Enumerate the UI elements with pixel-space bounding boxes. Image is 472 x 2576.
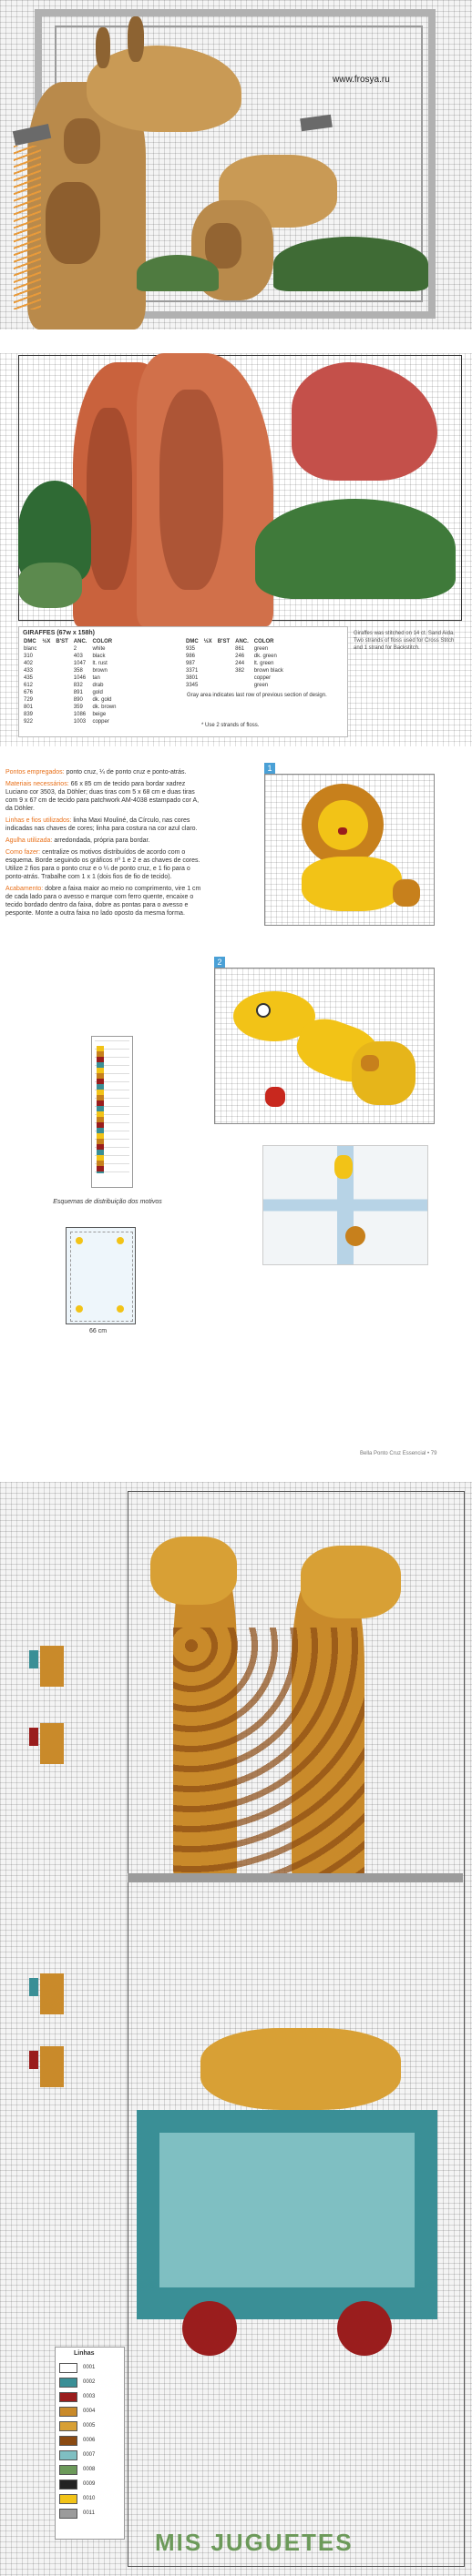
legend-code: 0007 bbox=[83, 2452, 96, 2458]
bush bbox=[255, 499, 456, 599]
legend-cell: dk. green bbox=[253, 654, 277, 659]
legend-cell bbox=[232, 674, 251, 682]
giraffe-spots bbox=[173, 1628, 364, 1873]
legend-cell bbox=[39, 689, 53, 696]
legend-cell bbox=[53, 674, 70, 682]
giraffe-spots bbox=[361, 1055, 379, 1071]
legend-row bbox=[59, 2375, 119, 2389]
chart-1-badge bbox=[264, 763, 275, 774]
legend-cell: 890 bbox=[73, 697, 83, 703]
stitch-note: Giraffes was stitched on 14 ct. Sand Aida. Two strands of floss used for Cross Stitch and 1 strand for Backstitch. bbox=[354, 631, 455, 651]
legend-cell: 2 bbox=[73, 646, 77, 652]
legend-cell: 403 bbox=[73, 654, 83, 659]
lion-face bbox=[318, 800, 368, 850]
legend-cell: brown black bbox=[253, 668, 283, 674]
legend-cell: 310 bbox=[24, 654, 34, 659]
bush bbox=[18, 563, 82, 608]
legend-cell: 244 bbox=[235, 661, 245, 666]
legend-cell: brown bbox=[92, 668, 108, 674]
legend-row bbox=[183, 667, 286, 674]
legend-cell: lt. green bbox=[253, 661, 274, 666]
legend-cell bbox=[201, 674, 215, 682]
legend-cell bbox=[53, 689, 70, 696]
legend-code: 0006 bbox=[83, 2438, 96, 2443]
mini-color-key bbox=[91, 1036, 133, 1188]
legend-cell: copper bbox=[92, 719, 109, 725]
legend-cell: 935 bbox=[186, 646, 196, 652]
legend-row bbox=[21, 718, 118, 725]
legend-cell bbox=[53, 660, 70, 667]
needle-label: Agulha utilizada: bbox=[5, 837, 53, 844]
legend-header: Linhas bbox=[74, 2350, 95, 2357]
red-toy bbox=[265, 1087, 285, 1107]
legend-row bbox=[59, 2491, 119, 2506]
finish-label: Acabamento: bbox=[5, 886, 44, 892]
legend-cell bbox=[215, 653, 232, 660]
materials-text: ponto cruz, ¼ de ponto cruz e ponto-atrás. bbox=[66, 769, 187, 776]
legend-swatch bbox=[59, 2378, 77, 2388]
materials-label: Pontos empregados: bbox=[5, 769, 65, 776]
legend-cell bbox=[53, 667, 70, 674]
legend-cell bbox=[232, 682, 251, 689]
legend-row bbox=[183, 645, 286, 653]
legend-code: 0004 bbox=[83, 2409, 96, 2414]
magazine-page-instructions bbox=[0, 763, 472, 1473]
legend-row bbox=[21, 696, 118, 704]
gray-divider bbox=[128, 1873, 463, 1882]
instructions-column bbox=[5, 768, 204, 921]
legend-code: 0011 bbox=[83, 2510, 95, 2516]
legend-row bbox=[183, 660, 286, 667]
mini-motif-giraffe bbox=[29, 1646, 66, 1691]
legend-cell bbox=[53, 704, 70, 711]
legend-cell: lt. rust bbox=[92, 661, 108, 666]
legend-cell: 922 bbox=[24, 719, 34, 725]
chart-2-number: 2 bbox=[217, 958, 222, 967]
legend-row bbox=[59, 2433, 119, 2448]
legend-header-cell: DMC bbox=[24, 639, 36, 644]
legend-swatch bbox=[59, 2465, 77, 2475]
giraffe-body bbox=[352, 1041, 416, 1105]
legend-table-right bbox=[183, 638, 286, 689]
legend-code: 0009 bbox=[83, 2481, 96, 2487]
legend-row bbox=[21, 653, 118, 660]
legend-header-row bbox=[21, 638, 118, 645]
legend-code: 0008 bbox=[83, 2467, 96, 2472]
legend-cell: 612 bbox=[24, 683, 34, 688]
legend-header-cell: ANC. bbox=[235, 639, 249, 644]
mini-motif-giraffe bbox=[29, 2046, 66, 2092]
legend-swatch bbox=[59, 2421, 77, 2431]
distribution-scheme bbox=[66, 1227, 136, 1324]
legend-cell bbox=[39, 718, 53, 725]
legend-cell: 1003 bbox=[73, 719, 87, 725]
legend-row bbox=[59, 2360, 119, 2375]
legend-cell bbox=[39, 653, 53, 660]
legend-cell bbox=[201, 667, 215, 674]
legend-swatch bbox=[59, 2363, 77, 2373]
legend-cell: 3801 bbox=[186, 675, 199, 681]
legend-cell: dk. gold bbox=[92, 697, 112, 703]
legend-header-cell: COLOR bbox=[253, 639, 274, 644]
chart-1-lion bbox=[264, 774, 435, 926]
legend-row bbox=[21, 711, 118, 718]
mother-giraffe-spots bbox=[64, 118, 100, 164]
legend-cell bbox=[53, 711, 70, 718]
finish-text: dobre a faixa maior ao meio no comprimento, vire 1 cm de cada lado para o avesso e marque com ferro quente, encaixe o tecido bordado dentro da faixa, dobre as pontas para o avesso e pesponte. Monte a outra faixa no lado oposto da mesma forma. bbox=[5, 886, 201, 917]
legend-cell: 1047 bbox=[73, 661, 87, 666]
wagon-wheel bbox=[182, 2301, 237, 2356]
legend-cell bbox=[53, 682, 70, 689]
chart-panel-giraffes-rust bbox=[0, 353, 472, 746]
legend-cell: 801 bbox=[24, 705, 34, 710]
legend-cell: drab bbox=[92, 683, 104, 688]
mini-motif-giraffe bbox=[29, 1723, 66, 1769]
mother-giraffe-spots bbox=[46, 182, 100, 264]
legend-row bbox=[59, 2477, 119, 2491]
legend-cell: 676 bbox=[24, 690, 34, 695]
legend-row bbox=[59, 2462, 119, 2477]
bush bbox=[273, 237, 428, 291]
legend-row bbox=[59, 2448, 119, 2462]
legend-row bbox=[21, 645, 118, 653]
color-key bbox=[55, 2347, 125, 2540]
chart-1-number: 1 bbox=[267, 764, 272, 773]
legend-cell bbox=[39, 674, 53, 682]
legend-cell bbox=[39, 711, 53, 718]
lion-tail bbox=[393, 879, 420, 907]
fabric-text: 66 x 85 cm de tecido para bordar xadrez Luciano cor 3503, da Döhler; duas tiras com 5 x 68 cm e duas tiras com 9 x 67 cm de tecido para patchwork AM-4038 estampado cor A, da Döhler. bbox=[5, 781, 200, 812]
legend-cell bbox=[201, 653, 215, 660]
legend-header-cell: ½X bbox=[203, 639, 212, 644]
legend-header-cell: ½X bbox=[42, 639, 51, 644]
legend-cell bbox=[215, 674, 232, 682]
mini-motif-giraffe bbox=[29, 1973, 66, 2019]
legend-cell: 402 bbox=[24, 661, 34, 666]
legend-cell bbox=[53, 653, 70, 660]
scheme-width: 66 cm bbox=[89, 1328, 108, 1334]
legend-row bbox=[59, 2506, 119, 2520]
legend-swatch bbox=[59, 2407, 77, 2417]
legend-cell: 832 bbox=[73, 683, 83, 688]
legend-cell bbox=[39, 667, 53, 674]
legend-code: 0010 bbox=[83, 2496, 96, 2501]
legend-cell: 433 bbox=[24, 668, 34, 674]
color-key bbox=[18, 626, 348, 737]
legend-cell: blanc bbox=[24, 646, 37, 652]
legend-row bbox=[21, 704, 118, 711]
footer-lettering: MIS JUGUETES bbox=[155, 2529, 354, 2556]
legend-code: 0002 bbox=[83, 2379, 96, 2385]
legend-code: 0005 bbox=[83, 2423, 96, 2429]
legend-cell: 1046 bbox=[73, 675, 87, 681]
legend-row bbox=[59, 2404, 119, 2419]
wagon-inner bbox=[159, 2133, 415, 2287]
legend-cell: dk. brown bbox=[92, 705, 117, 710]
legend-cell: 435 bbox=[24, 675, 34, 681]
legend-code: 0003 bbox=[83, 2394, 96, 2399]
legend-cell: beige bbox=[92, 712, 107, 717]
legend-cell: 891 bbox=[73, 690, 83, 695]
legend-swatch bbox=[59, 2392, 77, 2402]
bush bbox=[137, 255, 219, 291]
legend-cell: green bbox=[253, 646, 269, 652]
legend-cell: 1086 bbox=[73, 712, 87, 717]
lion-body bbox=[302, 857, 402, 911]
chart-panel-giraffes-mother-baby bbox=[0, 0, 472, 330]
legend-row bbox=[21, 660, 118, 667]
legend-cell: copper bbox=[253, 675, 272, 681]
legend-code: 0001 bbox=[83, 2365, 96, 2370]
chart-panel-giraffe-wagon bbox=[0, 1482, 472, 2576]
needle-text: arredondada, própria para bordar. bbox=[54, 837, 150, 844]
legend-cell: black bbox=[92, 654, 106, 659]
legend-cell: 861 bbox=[235, 646, 245, 652]
legend-cell bbox=[53, 696, 70, 704]
legend-header-row bbox=[183, 638, 286, 645]
chart-2-giraffe bbox=[214, 968, 435, 1124]
legend-swatch bbox=[59, 2509, 77, 2519]
giraffe-right-head bbox=[301, 1546, 401, 1618]
giraffe-left-head bbox=[150, 1536, 237, 1605]
legend-row bbox=[183, 674, 286, 682]
scheme-caption: Esquemas de distribuição dos motivos bbox=[53, 1199, 162, 1205]
legend-header-cell: ANC. bbox=[73, 639, 87, 644]
legend-row bbox=[59, 2389, 119, 2404]
legend-title: GIRAFFES (67w x 158h) bbox=[23, 630, 95, 636]
legend-row bbox=[21, 667, 118, 674]
legend-cell: 359 bbox=[73, 705, 83, 710]
legend-right-note: Gray area indicates last row of previous section of design. bbox=[187, 693, 327, 698]
legend-header-cell: DMC bbox=[186, 639, 199, 644]
watermark-text: www.frosya.ru bbox=[333, 75, 390, 85]
legend-swatch bbox=[59, 2436, 77, 2446]
legend-cell bbox=[39, 660, 53, 667]
legend-cell: 3371 bbox=[186, 668, 199, 674]
legend-cell bbox=[39, 704, 53, 711]
legend-swatch bbox=[59, 2494, 77, 2504]
lion-motif bbox=[345, 1226, 365, 1246]
legend-cell bbox=[39, 645, 53, 653]
legend-cell bbox=[53, 645, 70, 653]
legend-cell: 986 bbox=[186, 654, 196, 659]
legend-cell: 358 bbox=[73, 668, 83, 674]
mane-lines bbox=[14, 146, 41, 309]
right-giraffe-spots bbox=[159, 390, 223, 590]
mother-giraffe-horn bbox=[128, 16, 144, 62]
giraffe-motif bbox=[334, 1155, 353, 1179]
legend-cell: gold bbox=[92, 690, 103, 695]
legend-cell: 987 bbox=[186, 661, 196, 666]
legend-cell bbox=[39, 682, 53, 689]
legend-cell: 729 bbox=[24, 697, 34, 703]
legend-cell bbox=[215, 682, 232, 689]
finished-piece-photo bbox=[262, 1145, 428, 1265]
wagon-wheel bbox=[337, 2301, 392, 2356]
legend-cell: white bbox=[92, 646, 106, 652]
legend-cell: 839 bbox=[24, 712, 34, 717]
legend-header-cell: COLOR bbox=[92, 639, 113, 644]
page-footer: Bella Ponto Cruz Essencial • 79 bbox=[360, 1451, 437, 1456]
legend-cell bbox=[215, 667, 232, 674]
legend-cell bbox=[215, 645, 232, 653]
legend-cell: 246 bbox=[235, 654, 245, 659]
legend-cell bbox=[201, 645, 215, 653]
legend-note: * Use 2 strands of floss. bbox=[201, 723, 260, 728]
legend-cell bbox=[39, 696, 53, 704]
fabric-label: Materiais necessários: bbox=[5, 781, 69, 787]
legend-cell bbox=[201, 682, 215, 689]
legend-header-cell: B'ST bbox=[56, 639, 68, 644]
legend-row bbox=[59, 2419, 119, 2433]
legend-cell bbox=[53, 718, 70, 725]
legend-cell bbox=[215, 660, 232, 667]
thread-label: Linhas e fios utilizados: bbox=[5, 817, 72, 824]
thread-text: linha Maxi Mouliné, da Círculo, nas cores indicadas nas chaves de cores; linha para costura na cor azul claro. bbox=[5, 817, 198, 832]
legend-header-cell: B'ST bbox=[217, 639, 231, 644]
legend-table-left bbox=[21, 638, 118, 725]
chart-2-badge bbox=[214, 957, 225, 968]
legend-cell: 3345 bbox=[186, 683, 199, 688]
giraffe-eye bbox=[256, 1003, 271, 1018]
legend-row bbox=[183, 682, 286, 689]
legend-swatch bbox=[59, 2480, 77, 2490]
legend-row bbox=[21, 682, 118, 689]
how-text: centralize os motivos distribuídos de acordo com o esquema. Borde seguindo os gráficos nº 1 e 2 e as chaves de cores. Utilize 2 fios para o ponto cruz e o ¼ de ponto cruz, e 1 fio para o ponto-atrás. Trabalhe com 1 x 1 (dois fios de fio de tecido). bbox=[5, 849, 200, 880]
legend-row bbox=[21, 674, 118, 682]
giraffe-legs bbox=[200, 2028, 401, 2110]
how-label: Como fazer: bbox=[5, 849, 41, 856]
legend-cell: tan bbox=[92, 675, 100, 681]
legend-cell: 382 bbox=[235, 668, 245, 674]
mother-giraffe-horn bbox=[96, 27, 110, 68]
legend-cell: green bbox=[253, 683, 269, 688]
legend-row bbox=[21, 689, 118, 696]
left-giraffe-spots bbox=[87, 408, 132, 590]
legend-cell bbox=[201, 660, 215, 667]
legend-row bbox=[183, 653, 286, 660]
legend-swatch bbox=[59, 2450, 77, 2460]
lion-nose bbox=[338, 827, 347, 835]
